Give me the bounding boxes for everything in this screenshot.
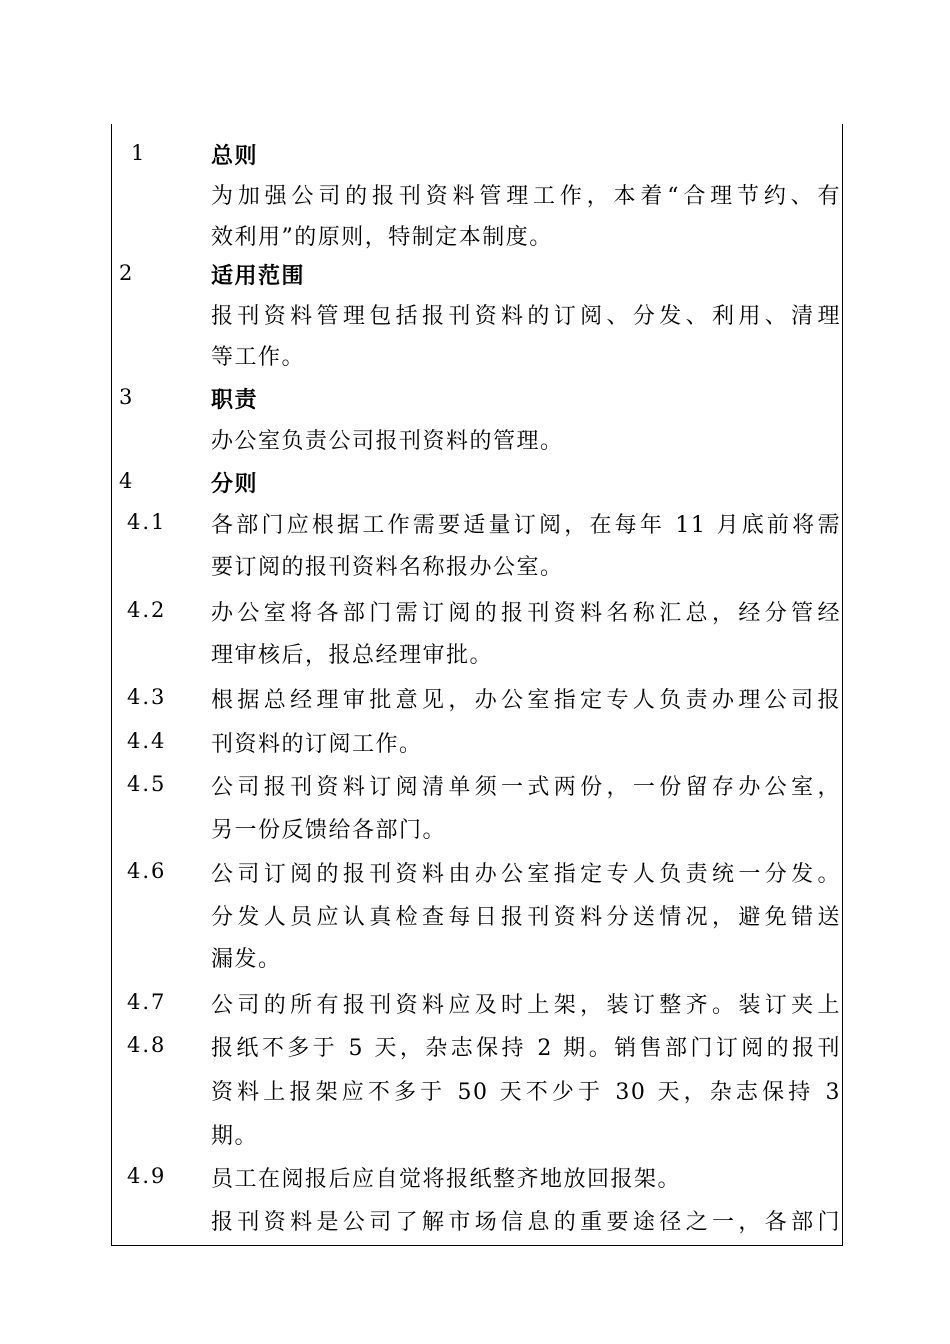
body-line: 各部门应根据工作需要适量订阅，在每年 11 月底前将需 [211, 513, 841, 538]
body-line: 报刊资料是公司了解市场信息的重要途径之一，各部门 [211, 1210, 841, 1235]
body-line: 等工作。 [211, 345, 306, 370]
clause-number: 4.9 [127, 1164, 167, 1188]
section-number: 4 [119, 469, 135, 493]
body-line: 报刊资料管理包括报刊资料的订阅、分发、利用、清理 [211, 304, 841, 329]
body-line: 员工在阅报后应自觉将报纸整齐地放回报架。 [211, 1167, 682, 1192]
section-number: 3 [119, 385, 135, 409]
section-title: 总则 [211, 143, 259, 169]
clause-number: 4.7 [127, 990, 167, 1014]
section-title: 职责 [211, 387, 259, 413]
body-line: 期。 [211, 1124, 259, 1149]
body-line: 为加强公司的报刊资料管理工作，本着“合理节约、有 [211, 184, 841, 209]
clause-number: 4.2 [127, 598, 167, 622]
clause-number: 4.5 [127, 772, 167, 796]
section-title: 分则 [211, 471, 259, 497]
body-line: 分发人员应认真检查每日报刊资料分送情况，避免错送 [211, 905, 841, 930]
body-line: 要订阅的报刊资料名称报办公室。 [211, 555, 564, 580]
body-line: 效利用”的原则，特制定本制度。 [211, 225, 553, 250]
body-line: 资料上报架应不多于 50 天不少于 30 天，杂志保持 3 [211, 1080, 841, 1105]
body-line: 办公室负责公司报刊资料的管理。 [211, 429, 564, 454]
body-line: 漏发。 [211, 947, 282, 972]
section-number: 2 [119, 261, 135, 285]
clause-number: 4.4 [127, 729, 167, 753]
clause-number: 4.1 [127, 510, 167, 534]
body-line: 理审核后，报总经理审批。 [211, 643, 494, 668]
clause-number: 4.3 [127, 685, 167, 709]
body-line: 报纸不多于 5 天，杂志保持 2 期。销售部门订阅的报刊 [211, 1036, 841, 1061]
clause-number: 4.8 [127, 1033, 167, 1057]
body-line: 公司报刊资料订阅清单须一式两份，一份留存办公室， [211, 775, 841, 800]
body-line: 公司的所有报刊资料应及时上架，装订整齐。装订夹上 [211, 993, 841, 1018]
section-title: 适用范围 [211, 263, 306, 289]
body-line: 另一份反馈给各部门。 [211, 818, 447, 843]
body-line: 根据总经理审批意见，办公室指定专人负责办理公司报 [211, 688, 841, 713]
body-line: 办公室将各部门需订阅的报刊资料名称汇总，经分管经 [211, 601, 841, 626]
body-line: 刊资料的订阅工作。 [211, 732, 423, 757]
section-number: 1 [131, 141, 147, 165]
clause-number: 4.6 [127, 859, 167, 883]
body-line: 公司订阅的报刊资料由办公室指定专人负责统一分发。 [211, 862, 841, 887]
